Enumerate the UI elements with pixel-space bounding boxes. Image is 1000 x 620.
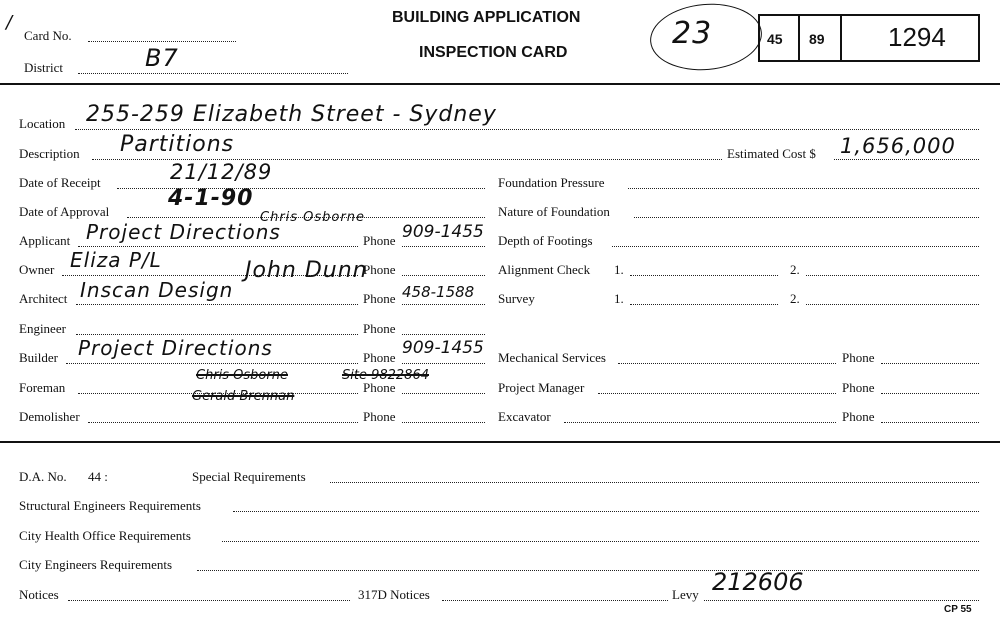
- estimated-cost-value: 1,656,000: [840, 134, 956, 158]
- survey-label: Survey: [498, 291, 535, 306]
- form-title-line1: BUILDING APPLICATION: [392, 9, 581, 26]
- description-label: Description: [19, 146, 80, 161]
- description-value: Partitions: [120, 132, 235, 157]
- builder-field[interactable]: [66, 363, 358, 364]
- applicant-phone-field[interactable]: [402, 246, 485, 247]
- levy-label: Levy: [672, 587, 699, 602]
- levy-field[interactable]: [704, 600, 979, 601]
- applicant-value: Project Directions: [86, 220, 281, 244]
- demolisher-field[interactable]: [88, 422, 358, 423]
- foreman-phone-struck: Site 9822864: [342, 368, 429, 383]
- notices-field[interactable]: [68, 600, 350, 601]
- owner-note: John Dunn: [245, 258, 368, 283]
- engineer-label: Engineer: [19, 321, 66, 336]
- levy-value: 212606: [712, 568, 804, 596]
- applicant-phone-value: 909-1455: [402, 222, 484, 242]
- location-label: Location: [19, 116, 66, 131]
- architect-field[interactable]: [76, 304, 358, 305]
- foreman-value-struck: Chris Osborne: [196, 368, 288, 383]
- builder-value: Project Directions: [78, 336, 273, 360]
- builder-label: Builder: [19, 350, 58, 365]
- notices-317d-label: 317D Notices: [358, 587, 430, 602]
- date-receipt-label: Date of Receipt: [19, 175, 101, 190]
- survey-field-1[interactable]: [630, 304, 778, 305]
- city-engineers-label: City Engineers Requirements: [19, 557, 173, 572]
- alignment-check-num2: 2.: [790, 262, 800, 277]
- middle-rule: [0, 441, 1000, 443]
- foreman-label: Foreman: [19, 380, 66, 395]
- card-no-label: Card No.: [24, 28, 72, 43]
- notices-317d-field[interactable]: [442, 600, 668, 601]
- demolisher-phone-label: Phone: [363, 409, 396, 424]
- estimated-cost-field[interactable]: [834, 159, 979, 160]
- engineer-phone-field[interactable]: [402, 334, 485, 335]
- builder-phone-value: 909-1455: [402, 338, 484, 358]
- survey-num2: 2.: [790, 291, 800, 306]
- form-code: CP 55: [944, 604, 972, 615]
- mechanical-services-label: Mechanical Services: [498, 350, 606, 365]
- excavator-phone-label: Phone: [842, 409, 875, 424]
- structural-engineers-label: Structural Engineers Requirements: [19, 498, 201, 513]
- header-rule: [0, 83, 1000, 85]
- foundation-pressure-label: Foundation Pressure: [498, 175, 605, 190]
- city-health-label: City Health Office Requirements: [19, 528, 191, 543]
- nature-foundation-label: Nature of Foundation: [498, 204, 610, 219]
- city-engineers-field[interactable]: [197, 570, 979, 571]
- district-value: B7: [145, 44, 179, 72]
- special-requirements-label: Special Requirements: [192, 469, 306, 484]
- project-manager-phone-field[interactable]: [881, 393, 979, 394]
- da-no-value: 44 :: [88, 469, 108, 484]
- architect-phone-value: 458-1588: [402, 283, 475, 301]
- structural-engineers-field[interactable]: [233, 511, 979, 512]
- architect-phone-field[interactable]: [402, 304, 485, 305]
- card-number: 1294: [888, 22, 946, 52]
- applicant-field[interactable]: [78, 246, 358, 247]
- district-field[interactable]: [78, 73, 348, 74]
- project-manager-phone-label: Phone: [842, 380, 875, 395]
- date-approval-value: 4-1-90: [168, 186, 254, 211]
- applicant-label: Applicant: [19, 233, 71, 248]
- number-box-1-value: 45: [767, 31, 783, 47]
- architect-phone-label: Phone: [363, 291, 396, 306]
- owner-phone-label: Phone: [363, 262, 396, 277]
- architect-label: Architect: [19, 291, 68, 306]
- depth-footings-field[interactable]: [612, 246, 979, 247]
- mechanical-phone-field[interactable]: [881, 363, 979, 364]
- project-manager-field[interactable]: [598, 393, 836, 394]
- owner-value: Eliza P/L: [70, 248, 162, 272]
- owner-phone-field[interactable]: [402, 275, 485, 276]
- foreman-phone-label: Phone: [363, 380, 396, 395]
- alignment-check-label: Alignment Check: [498, 262, 591, 277]
- district-label: District: [24, 60, 63, 75]
- city-health-field[interactable]: [222, 541, 979, 542]
- nature-foundation-field[interactable]: [634, 217, 979, 218]
- excavator-label: Excavator: [498, 409, 551, 424]
- corner-mark: /: [6, 12, 14, 33]
- depth-footings-label: Depth of Footings: [498, 233, 593, 248]
- demolisher-label: Demolisher: [19, 409, 80, 424]
- builder-phone-label: Phone: [363, 350, 396, 365]
- survey-field-2[interactable]: [806, 304, 979, 305]
- excavator-field[interactable]: [564, 422, 836, 423]
- architect-value: Inscan Design: [80, 278, 234, 302]
- applicant-phone-label: Phone: [363, 233, 396, 248]
- alignment-check-field-2[interactable]: [806, 275, 979, 276]
- location-value: 255-259 Elizabeth Street - Sydney: [86, 102, 497, 127]
- builder-phone-field[interactable]: [402, 363, 485, 364]
- applicant-note: Chris Osborne: [260, 210, 365, 225]
- alignment-check-field-1[interactable]: [630, 275, 778, 276]
- card-no-field[interactable]: [88, 41, 236, 42]
- foundation-pressure-field[interactable]: [628, 188, 979, 189]
- date-receipt-value: 21/12/89: [170, 160, 273, 184]
- excavator-phone-field[interactable]: [881, 422, 979, 423]
- circled-number: 23: [672, 16, 713, 51]
- special-requirements-field[interactable]: [330, 482, 979, 483]
- foreman-value-struck-2: Gerald Brennan: [192, 389, 295, 404]
- engineer-phone-label: Phone: [363, 321, 396, 336]
- notices-label: Notices: [19, 587, 59, 602]
- estimated-cost-label: Estimated Cost $: [727, 146, 816, 161]
- mechanical-phone-label: Phone: [842, 350, 875, 365]
- demolisher-phone-field[interactable]: [402, 422, 485, 423]
- location-field[interactable]: [75, 129, 979, 130]
- number-box-2-value: 89: [809, 31, 825, 47]
- owner-label: Owner: [19, 262, 55, 277]
- da-no-label: D.A. No.: [19, 469, 67, 484]
- foreman-phone-field[interactable]: [402, 393, 485, 394]
- project-manager-label: Project Manager: [498, 380, 585, 395]
- survey-num1: 1.: [614, 291, 624, 306]
- date-approval-label: Date of Approval: [19, 204, 110, 219]
- mechanical-services-field[interactable]: [618, 363, 836, 364]
- alignment-check-num1: 1.: [614, 262, 624, 277]
- form-title-line2: INSPECTION CARD: [419, 44, 568, 61]
- engineer-field[interactable]: [76, 334, 358, 335]
